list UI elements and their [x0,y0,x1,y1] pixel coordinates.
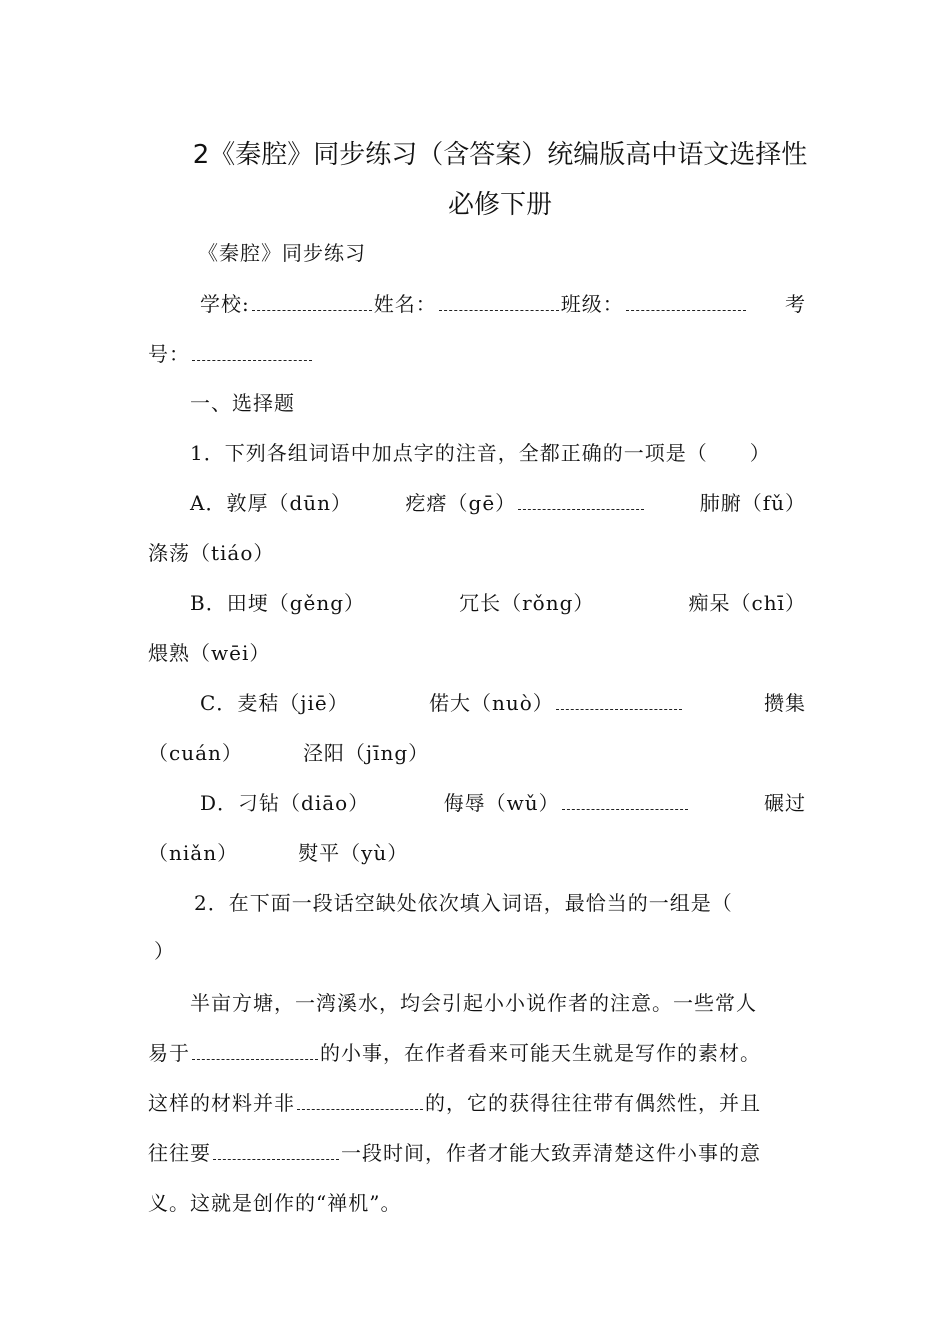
option-a-blank [518,493,644,510]
option-c-word-4: 泾阳（jīng） [302,741,430,765]
document-title-line1: 2《秦腔》同步练习（含答案）统编版高中语文选择性 [192,140,808,170]
passage-line-4-end: 一段时间，作者才能大致弄清楚这件小事的意 [341,1141,761,1165]
question-1-option-b [148,587,806,616]
school-blank[interactable] [252,294,372,311]
option-d-continued [148,837,408,866]
option-a-label: A． [190,491,227,515]
option-c-continued [148,737,429,766]
option-d-word-3-pinyin: （niǎn） [148,841,239,865]
question-1-option-a [148,487,806,516]
question-1-option-c [148,687,806,716]
subtitle: 《秦腔》同步练习 [198,241,366,265]
option-d-blank [562,793,688,810]
passage-line-3 [148,1087,761,1116]
passage-line-3-end: 的，它的获得往往带有偶然性，并且 [425,1091,761,1115]
question-2-stem-end: ） [154,939,175,963]
passage-blank-1[interactable] [192,1043,318,1060]
option-c-word-3: 攒集 [764,691,806,715]
option-c-word-2: 偌大（nuò） [428,691,554,715]
option-d-word-1: 刁钻（diāo） [238,791,370,815]
option-a-word-3: 肺腑（fǔ） [699,491,806,515]
option-a-word-1: 敦厚（dūn） [226,491,353,515]
option-b-word-4: 煨熟（wēi） [148,641,271,665]
passage-blank-3[interactable] [213,1143,339,1160]
passage-line-2-start: 易于 [148,1041,190,1065]
passage-line-4-start: 往往要 [148,1141,211,1165]
question-2-stem-text: 2．在下面一段话空缺处依次填入词语，最恰当的一组是（ [194,891,733,915]
number-blank[interactable] [192,344,312,361]
number-label-end: 号： [148,342,190,366]
section-heading: 一、选择题 [190,391,295,415]
passage-line-1: 半亩方塘，一湾溪水，均会引起小小说作者的注意。一些常人 [190,991,757,1015]
option-b-word-2: 冗长（rǒng） [459,591,595,615]
option-a-word-2: 疙瘩（gē） [405,491,517,515]
passage-line-3-start: 这样的材料并非 [148,1091,295,1115]
option-c-word-3-pinyin: （cuán） [148,741,243,765]
option-b-word-1: 田埂（gěng） [226,591,366,615]
option-d-label: D． [200,791,239,815]
student-info-line [148,288,806,317]
name-label: 姓名： [373,292,437,316]
document-title-line2: 必修下册 [447,190,552,220]
class-blank[interactable] [626,294,746,311]
passage-line-2-end: 的小事，在作者看来可能天生就是写作的素材。 [320,1041,761,1065]
option-b-word-3: 痴呆（chī） [688,591,806,615]
option-d-word-4: 熨平（yù） [298,841,409,865]
option-b-label: B． [190,591,227,615]
class-label: 班级： [560,292,624,316]
question-1-stem: 1．下列各组词语中加点字的注音，全都正确的一项是（ ） [190,441,771,465]
option-c-label: C． [200,691,238,715]
option-c-word-1: 麦秸（jiē） [237,691,349,715]
passage-blank-2[interactable] [297,1093,423,1110]
name-blank[interactable] [439,294,559,311]
passage-line-2 [148,1037,761,1066]
option-c-blank [556,693,682,710]
school-label: 学校: [200,292,250,316]
option-d-word-3: 碾过 [764,791,806,815]
passage-line-5: 义。这就是创作的“禅机”。 [148,1191,402,1215]
question-1-option-d [148,787,806,816]
number-label-start: 考 [785,292,806,316]
option-a-word-4: 涤荡（tiáo） [148,541,275,565]
passage-line-4 [148,1137,761,1166]
student-number-line [148,338,314,367]
option-d-word-2: 侮辱（wǔ） [443,791,560,815]
question-2-stem [148,887,806,916]
